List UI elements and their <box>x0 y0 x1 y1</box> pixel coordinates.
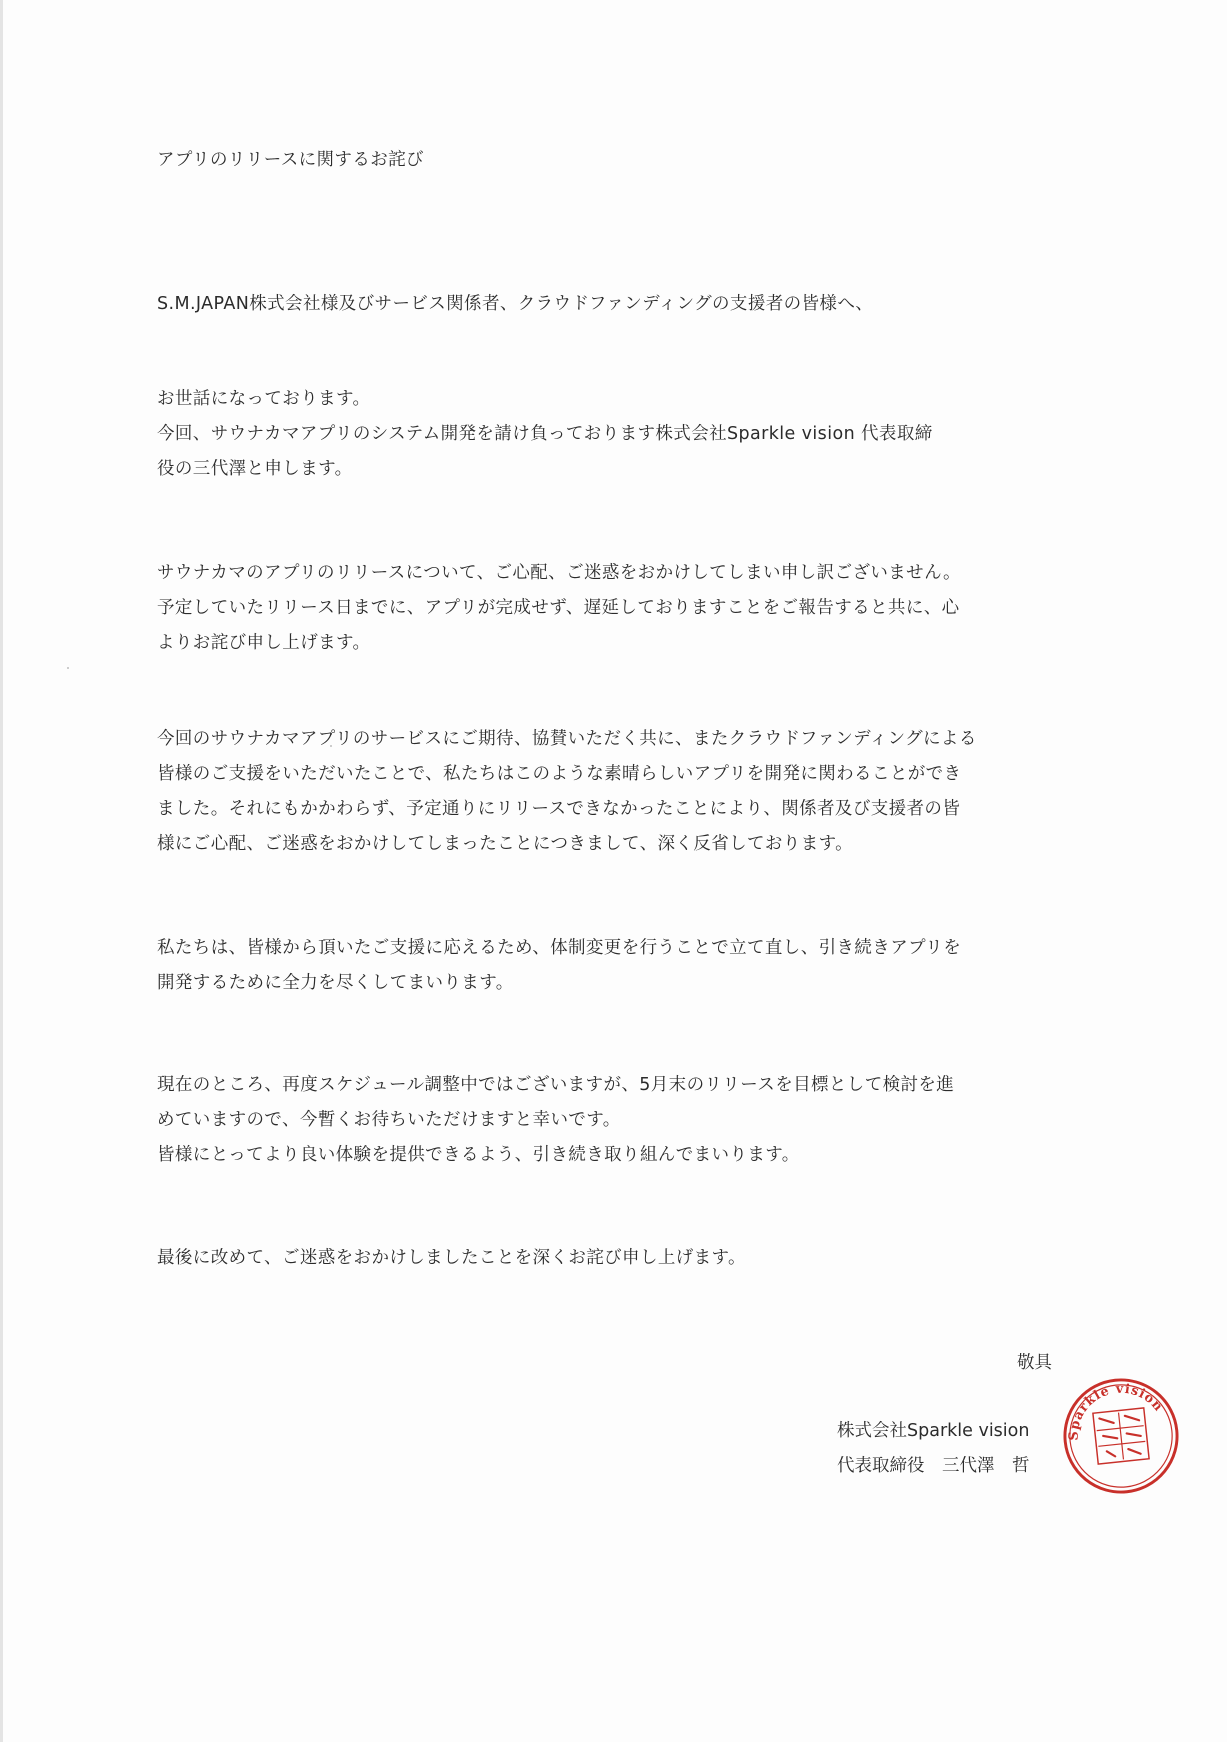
scan-edge-shadow <box>0 0 3 1742</box>
letter-title: アプリのリリースに関するお詫び <box>157 150 424 170</box>
scan-speck <box>67 667 69 669</box>
paragraph-line: よりお詫び申し上げます。 <box>157 633 371 653</box>
svg-text:Sparkle vision <box>1061 1377 1169 1442</box>
signature-company: 株式会社Sparkle vision <box>837 1421 1030 1441</box>
paragraph-line: 皆様のご支援をいただいたことで、私たちはこのような素晴らしいアプリを開発に関わることができ <box>157 764 962 784</box>
letter-addressee: S.M.JAPAN株式会社様及びサービス関係者、クラウドファンディングの支援者の皆様へ、 <box>157 294 874 314</box>
closing-phrase: 敬具 <box>1017 1353 1052 1373</box>
paragraph-line: 予定していたリリース日までに、アプリが完成せず、遅延しておりますことをご報告すると共に、心 <box>157 598 960 618</box>
paragraph-line: めていますので、今暫くお待ちいただけますと幸いです。 <box>157 1110 621 1130</box>
paragraph-line: サウナカマのアプリのリリースについて、ご心配、ご迷惑をおかけしてしまい申し訳ございません。 <box>157 563 961 583</box>
paragraph-line: 今回のサウナカマアプリのサービスにご期待、協賛いただく共に、またクラウドファンディングによる <box>157 729 977 749</box>
paragraph-line: 最後に改めて、ご迷惑をおかけしましたことを深くお詫び申し上げます。 <box>157 1248 746 1268</box>
seal-lettering: Sparkle vision <box>1066 1381 1166 1441</box>
paragraph-line: 開発するために全力を尽くしてまいります。 <box>157 973 514 993</box>
paragraph-line: ました。それにもかかわらず、予定通りにリリースできなかったことにより、関係者及び支援者の皆 <box>157 799 961 819</box>
paragraph-line: 皆様にとってより良い体験を提供できるよう、引き続き取り組んでまいります。 <box>157 1145 800 1165</box>
paragraph-line: 様にご心配、ご迷惑をおかけしてしまったことにつきまして、深く反省しております。 <box>157 834 853 854</box>
paragraph-line: 役の三代澤と申します。 <box>157 459 353 479</box>
paragraph-line: 現在のところ、再度スケジュール調整中ではございますが、5月末のリリースを目標として検討を進 <box>157 1075 955 1095</box>
paragraph-line: 今回、サウナカマアプリのシステム開発を請け負っております株式会社Sparkle vision 代表取締 <box>157 424 933 444</box>
company-seal <box>1056 1371 1186 1501</box>
paragraph-line: お世話になっております。 <box>157 389 371 409</box>
signature-name: 代表取締役 三代澤 哲 <box>837 1456 1030 1476</box>
paragraph-line: 私たちは、皆様から頂いたご支援に応えるため、体制変更を行うことで立て直し、引き続きアプリを <box>157 938 962 958</box>
